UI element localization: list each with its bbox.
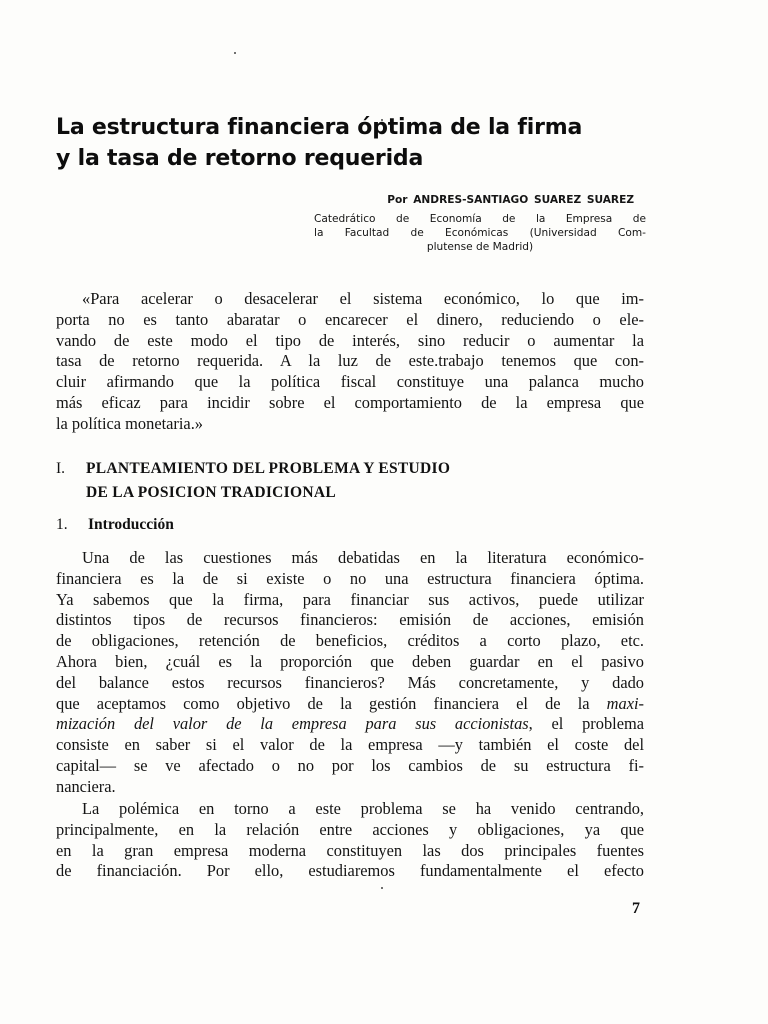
paragraph-line: financiera es la de si existe o no una estructura financiera óptima.: [56, 568, 644, 588]
scan-speck: [381, 887, 383, 889]
italic-emphasis: mización del valor de la empresa para sus accionistas: [56, 714, 529, 734]
affiliation-line-3: plutense de Madrid): [426, 241, 534, 253]
second-paragraph: [56, 799, 644, 882]
paragraph-line: distintos tipos de recursos financieros: emisión de acciones, emisión: [56, 610, 644, 630]
introduction-paragraph: [56, 548, 644, 798]
quote-line: más eficaz para incidir sobre el comportamiento de la empresa que: [56, 392, 644, 412]
article-title-line-1: La estructura financiera óptima de la firma: [56, 115, 583, 140]
paragraph-line-text: , el problema: [528, 714, 644, 734]
page-number: 7: [632, 900, 640, 917]
scan-speck: [234, 52, 236, 54]
paragraph-line: de financiación. Por ello, estudiaremos fundamentalmente el efecto: [56, 861, 644, 881]
epigraph-quote: [56, 289, 644, 435]
paragraph-line-text: que aceptamos como objetivo de la gestión financiera el de la: [56, 693, 607, 713]
subsection-number: 1.: [56, 516, 68, 533]
author-affiliation: [314, 212, 646, 254]
paragraph-line: Una de las cuestiones más debatidas en la literatura económico-: [82, 548, 644, 567]
byline: [314, 193, 646, 254]
paragraph-line: consiste en saber si el valor de la empresa —y también el coste del: [56, 735, 644, 755]
quote-line: «Para acelerar o desacelerar el sistema económico, lo que im-: [82, 289, 644, 308]
paragraph-line: nanciera.: [56, 776, 116, 796]
quote-line: cluir afirmando que la política fiscal constituye una palanca mucho: [56, 372, 644, 392]
section-title-line-2: DE LA POSICION TRADICIONAL: [86, 484, 336, 501]
quote-line: tasa de retorno requerida. A la luz de este.trabajo tenemos que con-: [56, 351, 644, 371]
section-title-line-1: PLANTEAMIENTO DEL PROBLEMA Y ESTUDIO: [86, 460, 451, 477]
section-number: I.: [56, 460, 66, 477]
subsection-title: Introducción: [88, 516, 174, 533]
affiliation-line-1: Catedrático de Economía de la Empresa de: [314, 213, 646, 225]
paragraph-line: Ya sabemos que la firma, para financiar sus activos, puede utilizar: [56, 589, 644, 609]
quote-line: la política monetaria.»: [56, 413, 204, 433]
paragraph-line: Ahora bien, ¿cuál es la proporción que deben guardar en el pasivo: [56, 651, 644, 671]
subsection-heading: [56, 515, 174, 535]
paragraph-line: La polémica en torno a este problema se ha venido centrando,: [82, 799, 644, 818]
italic-emphasis: maxi-: [606, 693, 644, 713]
paragraph-line: [56, 714, 644, 735]
paragraph-line: [56, 694, 644, 715]
paragraph-line: principalmente, en la relación entre acciones y obligaciones, ya que: [56, 819, 644, 839]
author-name: Por ANDRES-SANTIAGO SUAREZ SUAREZ: [387, 194, 634, 206]
quote-line: porta no es tanto abaratar o encarecer el dinero, reduciendo o ele-: [56, 309, 644, 329]
article-title: [56, 112, 656, 174]
affiliation-line-2: la Facultad de Económicas (Universidad Com-: [314, 227, 646, 239]
paragraph-line: en la gran empresa moderna constituyen las dos principales fuentes: [56, 840, 644, 860]
section-heading: [56, 457, 450, 505]
article-title-line-2: y la tasa de retorno requerida: [56, 146, 424, 171]
paragraph-line: de obligaciones, retención de beneficios, créditos a corto plazo, etc.: [56, 631, 644, 651]
paragraph-line: del balance estos recursos financieros? Más concretamente, y dado: [56, 672, 644, 692]
paragraph-line: capital— se ve afectado o no por los cambios de su estructura fi-: [56, 755, 644, 775]
quote-line: vando de este modo el tipo de interés, sino reducir o aumentar la: [56, 330, 644, 350]
